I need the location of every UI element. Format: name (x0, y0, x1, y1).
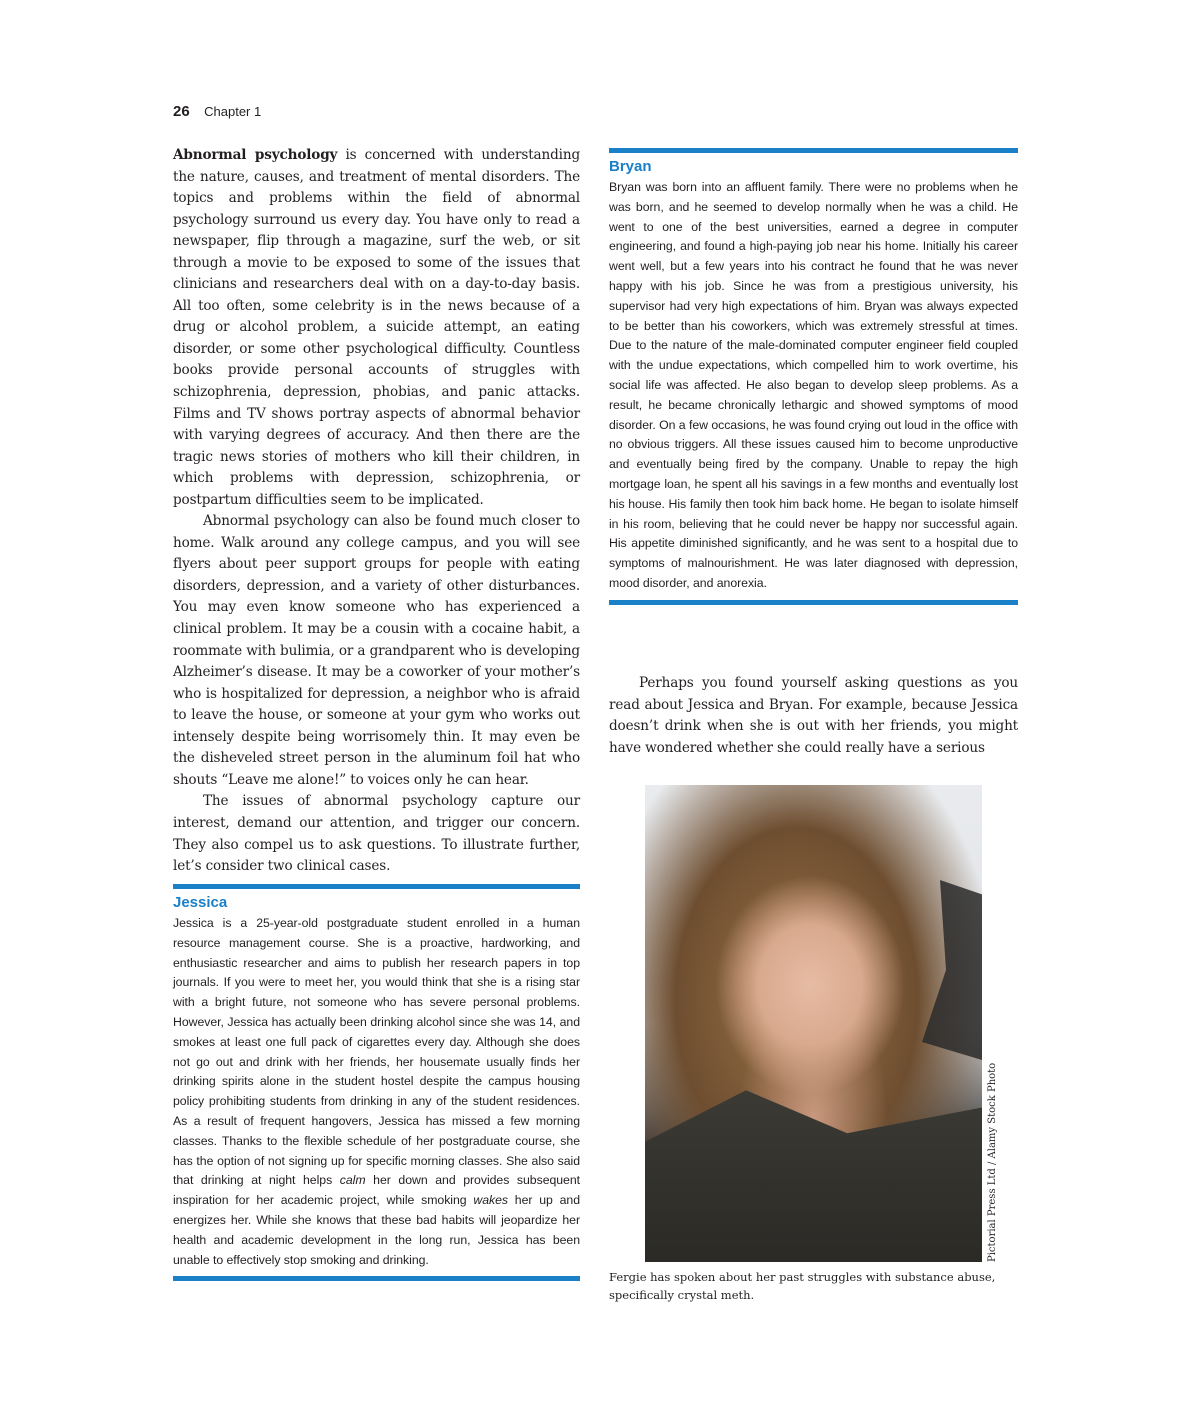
case-bottom-rule (609, 600, 1018, 605)
paragraph-intro-text: is concerned with understanding the nature, causes, and treatment of mental disorders. The topics and problems within the field of abnormal psychology surround us every day. You have only to read a newspaper, flip through a magazine, surf the web, or sit through a movie to be exposed to some of the issues that clinicians and researchers deal with on a day-to-day basis. All too often, some celebrity is in the news because of a drug or alcohol problem, a suicide attempt, an eating disorder, or some other psychological difficulty. Countless books provide personal accounts of struggles with schizophrenia, depression, phobias, and panic attacks. Films and TV shows portray aspects of abnormal behavior with varying degrees of accuracy. And then there are the tragic news stories of mothers who kill their children, in which problems with depression, schizophrenia, or postpartum difficulties seem to be implicated. (173, 147, 581, 508)
key-term: Abnormal psychology (173, 147, 338, 163)
case-title-jessica: Jessica (173, 894, 228, 911)
case-top-rule (609, 148, 1018, 153)
photo-caption: Fergie has spoken about her past struggles with substance abuse, specifically crystal meth. (609, 1270, 996, 1302)
jacket-graphic (645, 1090, 982, 1262)
paragraph-close-to-home: Abnormal psychology can also be found much closer to home. Walk around any college campus, and you will see flyers about peer support groups for people with eating disorders, depression, and a variety of other disturbances. You may even know someone who has experienced a clinical problem. It may be a cousin with a cocaine habit, a roommate with bulimia, or a grandparent who is developing Alzheimer’s disease. It may be a coworker of your mother’s who is hospitalized for depression, a neighbor who is afraid to leave the house, or someone at your gym who works out intensely despite being worrisomely thin. It may even be the disheveled street person in the aluminum foil hat who shouts “Leave me alone!” to voices only he can hear. (173, 513, 580, 788)
case-title-bryan: Bryan (609, 158, 652, 175)
backdrop-logo-graphic (922, 880, 982, 1060)
case-box-bryan (609, 148, 1018, 605)
right-column-text (609, 673, 1018, 759)
case-box-jessica (173, 884, 580, 1281)
paragraph-intro (173, 145, 580, 511)
page-header (173, 103, 261, 121)
celebrity-photo (645, 785, 982, 1262)
left-column (173, 145, 580, 878)
photo-credit-text: Pictorial Press Ltd / Alamy Stock Photo (987, 1062, 998, 1262)
paragraph-issues: The issues of abnormal psychology capture our interest, demand our attention, and trigger our concern. They also compel us to ask questions. To illustrate further, let’s consider two clinical cases. (173, 793, 580, 875)
chapter-label: Chapter 1 (204, 104, 262, 119)
page-number: 26 (173, 103, 190, 120)
case-body-bryan: Bryan was born into an affluent family. There were no problems when he was born, and he seemed to develop normally when he was a child. He went to one of the best universities, earned a degree in computer engineering, and found a high-paying job near his home. Initially his career went well, but a few years into his contract he found that he was never happy with his job. Since he was from a prestigious university, his supervisor had very high expectations of him. Bryan was always expected to be better than his coworkers, which was extremely stressful at times. Due to the nature of the male-dominated computer engineer field coupled with the undue expectations, which compelled him to work overtime, his social life was affected. He also began to develop sleep problems. As a result, he became chronically lethargic and showed symptoms of mood disorder. On a few occasions, he was found crying out loud in the office with no obvious triggers. All these issues caused him to become unproductive and eventually being fired by the company. Unable to repay the high mortgage loan, he spent all his savings in a few months and eventually lost his house. His family then took him back home. He began to isolate himself in his room, believing that he could never be happy nor successful again. His appetite diminished significantly, and he was sent to a hospital due to symptoms of malnourishment. He was later diagnosed with depression, mood disorder, and anorexia. (609, 180, 1018, 590)
paragraph-perhaps: Perhaps you found yourself asking questions as you read about Jessica and Bryan. For example, because Jessica doesn’t drink when she is out with her friends, you might have wondered whether she could really have a serious (609, 675, 1018, 756)
case-bottom-rule (173, 1276, 580, 1281)
case-body-jessica: Jessica is a 25-year-old postgraduate student enrolled in a human resource management course. She is a proactive, hardworking, and enthusiastic researcher and aims to publish her research papers in top journals. If you were to meet her, you would think that she is a rising star with a bright future, not someone who has severe personal problems. However, Jessica has actually been drinking alcohol since she was 14, and smokes at least one full pack of cigarettes every day. Although she does not go out and drink with her friends, her housemate usually finds her drinking spirits alone in the student hostel despite the campus housing policy prohibiting students from drinking in any of the student residences. As a result of frequent hangovers, Jessica has missed a few morning classes. Thanks to the flexible schedule of her postgraduate course, she has the option of not signing up for specific morning classes. She also said that drinking at night helps calm her down and provides subsequent inspiration for her academic project, while smoking wakes her up and energizes her. While she knows that these bad habits will jeopardize her health and academic development in the long run, Jessica has been unable to effectively stop smoking and drinking. (173, 916, 581, 1267)
case-top-rule (173, 884, 580, 889)
